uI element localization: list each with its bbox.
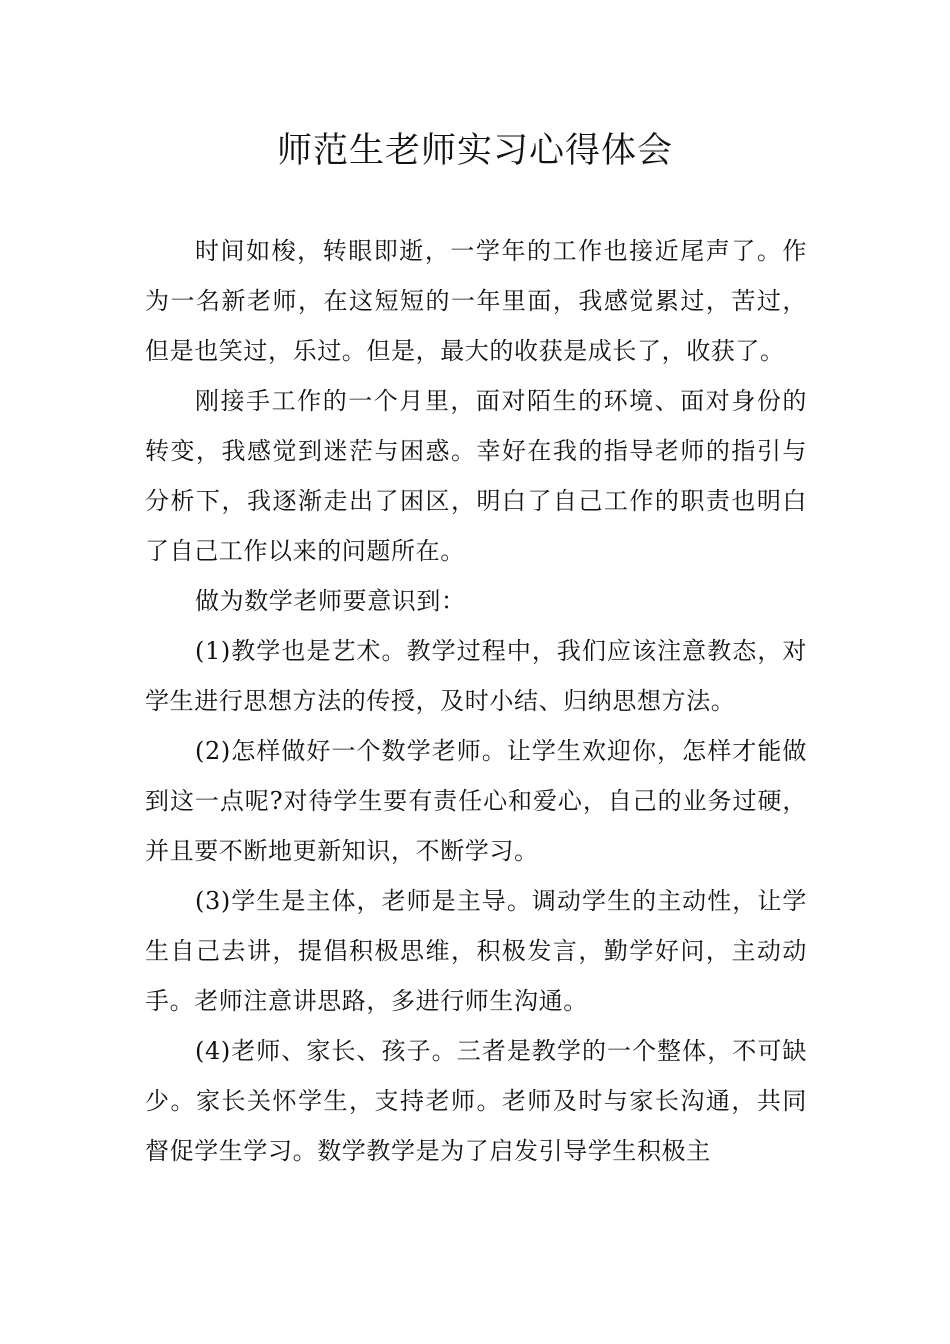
paragraph-first-month: 刚接手工作的一个月里，面对陌生的环境、面对身份的转变，我感觉到迷茫与困惑。幸好在我的指导老师的指引与分析下，我逐渐走出了困区，明白了自己工作的职责也明白了自己工作以来的问题所在。	[145, 387, 807, 565]
paragraph-point-4: (4)老师、家长、孩子。三者是教学的一个整体，不可缺少。家长关怀学生，支持老师。老师及时与家长沟通，共同督促学生学习。数学教学是为了启发引导学生积极主	[145, 1037, 807, 1165]
paragraph-point-3: (3)学生是主体，老师是主导。调动学生的主动性，让学生自己去讲，提倡积极思维，积极发言，勤学好问，主动动手。老师注意讲思路，多进行师生沟通。	[145, 887, 807, 1015]
document-body	[145, 226, 807, 1176]
paragraph-math-teacher-lead: 做为数学老师要意识到：	[195, 587, 466, 615]
paragraph-point-1: (1)教学也是艺术。教学过程中，我们应该注意教态，对学生进行思想方法的传授，及时小结、归纳思想方法。	[145, 637, 807, 715]
paragraph-intro: 时间如梭，转眼即逝，一学年的工作也接近尾声了。作为一名新老师，在这短短的一年里面，我感觉累过，苦过，但是也笑过，乐过。但是，最大的收获是成长了，收获了。	[145, 237, 807, 365]
document-title: 师范生老师实习心得体会	[276, 131, 673, 171]
paragraph-point-2: (2)怎样做好一个数学老师。让学生欢迎你，怎样才能做到这一点呢?对待学生要有责任心和爱心，自己的业务过硬，并且要不断地更新知识，不断学习。	[145, 737, 807, 865]
